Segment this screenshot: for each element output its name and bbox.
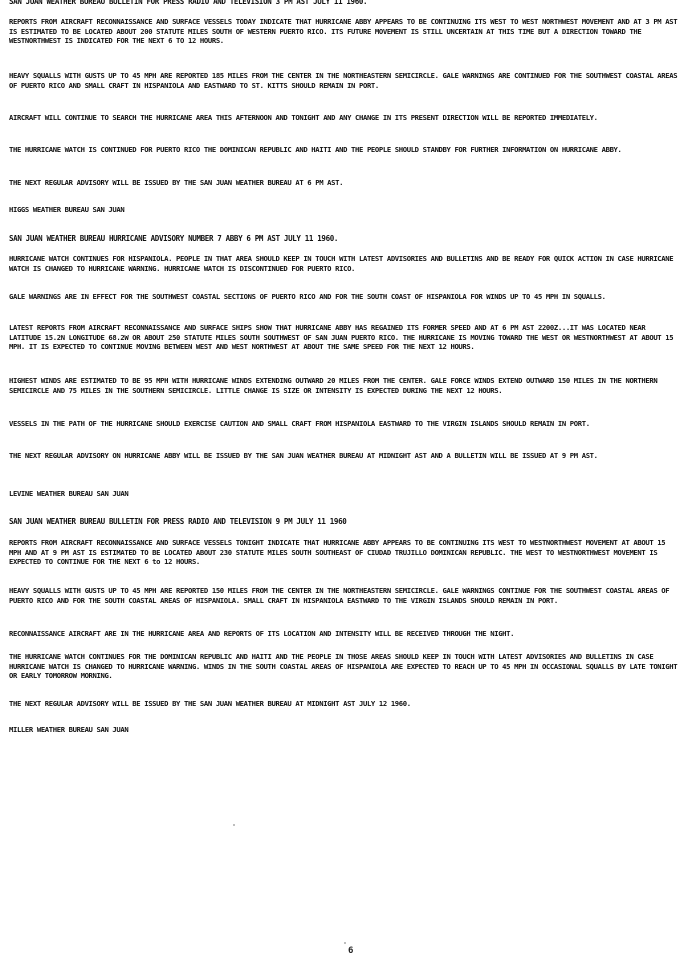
bulletin-3pm-paragraph-2: HEAVY SQUALLS WITH GUSTS UP TO 45 MPH ARE REPORTED 185 MILES FROM THE CENTER IN THE NORTHEASTERN SEMICIRCLE. GALE WARNINGS ARE CONTINUED FOR THE SOUTHWEST COASTAL AREAS OF PUERTO RICO AND SMALL CRAFT IN HISPANIOLA AND EASTWARD TO ST. KITTS SHOULD REMAIN IN PORT. xyxy=(9,71,678,90)
bulletin-3pm-signature: HIGGS WEATHER BUREAU SAN JUAN xyxy=(9,205,125,214)
advisory-7-paragraph-4: HIGHEST WINDS ARE ESTIMATED TO BE 95 MPH WITH HURRICANE WINDS EXTENDING OUTWARD 20 MILES FROM THE CENTER. GALE FORCE WINDS EXTEND OUTWARD 150 MILES IN THE NORTHERN SEMICIRCLE AND 75 MILES IN THE SOUTHERN SEMICIRCLE. LITTLE CHANGE IS SIZE OR INTENSITY IS EXPECTED DURING THE NEXT 12 HOURS. xyxy=(9,376,658,395)
scan-speck xyxy=(233,824,235,826)
bulletin-9pm-paragraph-3: RECONNAISSANCE AIRCRAFT ARE IN THE HURRICANE AREA AND REPORTS OF ITS LOCATION AND INTENSITY WILL BE RECEIVED THROUGH THE NIGHT. xyxy=(9,629,515,638)
bulletin-9pm-paragraph-2: HEAVY SQUALLS WITH GUSTS UP TO 45 MPH ARE REPORTED 150 MILES FROM THE CENTER IN THE NORTHEASTERN SEMICIRCLE. GALE WARNINGS CONTINUE FOR THE SOUTHWEST COASTAL AREAS OF PUERTO RICO AND FOR THE SOUTH COASTAL AREAS OF HISPANIOLA. SMALL CRAFT IN HISPANIOLA EASTWARD TO THE VIRGIN ISLANDS SHOULD REMAIN IN PORT. xyxy=(9,586,670,605)
advisory-7-paragraph-1: HURRICANE WATCH CONTINUES FOR HISPANIOLA. PEOPLE IN THAT AREA SHOULD KEEP IN TOUCH WITH LATEST ADVISORIES AND BULLETINS AND BE READY FOR QUICK ACTION IN CASE HURRICANE WATCH IS CHANGED TO HURRICANE WARNING. HURRICANE WATCH IS DISCONTINUED FOR PUERTO RICO. xyxy=(9,254,674,273)
advisory-7-paragraph-6: THE NEXT REGULAR ADVISORY ON HURRICANE ABBY WILL BE ISSUED BY THE SAN JUAN WEATHER BUREAU AT MIDNIGHT AST AND A BULLETIN WILL BE ISSUED AT 9 PM AST. xyxy=(9,451,598,460)
bulletin-3pm-paragraph-4: THE HURRICANE WATCH IS CONTINUED FOR PUERTO RICO THE DOMINICAN REPUBLIC AND HAITI AND THE PEOPLE SHOULD STANDBY FOR FURTHER INFORMATION ON HURRICANE ABBY. xyxy=(9,145,622,154)
advisory-7-paragraph-5: VESSELS IN THE PATH OF THE HURRICANE SHOULD EXERCISE CAUTION AND SMALL CRAFT FROM HISPANIOLA EASTWARD TO THE VIRGIN ISLANDS SHOULD REMAIN IN PORT. xyxy=(9,419,590,428)
bulletin-9pm-paragraph-4: THE HURRICANE WATCH CONTINUES FOR THE DOMINICAN REPUBLIC AND HAITI AND THE PEOPLE IN THOSE AREAS SHOULD KEEP IN TOUCH WITH LATEST ADVISORIES AND BULLETINS IN CASE HURRICANE WATCH IS CHANGED TO HURRICANE WARNING. WINDS IN THE SOUTH COASTAL AREAS OF HISPANIOLA ARE EXPECTED TO REACH UP TO 45 MPH IN OCCASIONAL SQUALLS BY LATE TONIGHT OR EARLY TOMORROW MORNING. xyxy=(9,652,678,681)
bulletin-9pm-signature: MILLER WEATHER BUREAU SAN JUAN xyxy=(9,725,129,734)
page-number: 6 xyxy=(348,946,354,956)
bulletin-9pm-paragraph-5: THE NEXT REGULAR ADVISORY WILL BE ISSUED BY THE SAN JUAN WEATHER BUREAU AT MIDNIGHT AST JULY 12 1960. xyxy=(9,699,411,708)
bulletin-3pm-paragraph-5: THE NEXT REGULAR ADVISORY WILL BE ISSUED BY THE SAN JUAN WEATHER BUREAU AT 6 PM AST. xyxy=(9,178,344,187)
advisory-7-paragraph-2: GALE WARNINGS ARE IN EFFECT FOR THE SOUTHWEST COASTAL SECTIONS OF PUERTO RICO AND FOR THE SOUTH COAST OF HISPANIOLA FOR WINDS UP TO 45 MPH IN SQUALLS. xyxy=(9,292,606,301)
bulletin-9pm-paragraph-1: REPORTS FROM AIRCRAFT RECONNAISSANCE AND SURFACE VESSELS TONIGHT INDICATE THAT HURRICANE ABBY APPEARS TO BE CONTINUING ITS WEST TO WESTNORTHWEST MOVEMENT AT ABOUT 15 MPH AND AT 9 PM AST IS ESTIMATED TO BE LOCATED ABOUT 230 STATUTE MILES SOUTH SOUTHEAST OF CIUDAD TRUJILLO DOMINICAN REPUBLIC. THE WEST TO WESTNORTHWEST MOVEMENT IS EXPECTED TO CONTINUE FOR THE NEXT 6 to 12 HOURS. xyxy=(9,538,666,567)
scan-speck xyxy=(344,942,346,944)
bulletin-9pm-heading: SAN JUAN WEATHER BUREAU BULLETIN FOR PRESS RADIO AND TELEVISION 9 PM JULY 11 1960 xyxy=(9,517,347,526)
bulletin-3pm-heading: SAN JUAN WEATHER BUREAU BULLETIN FOR PRESS RADIO AND TELEVISION 3 PM AST JULY 11 1960. xyxy=(9,0,368,6)
advisory-7-heading: SAN JUAN WEATHER BUREAU HURRICANE ADVISORY NUMBER 7 ABBY 6 PM AST JULY 11 1960. xyxy=(9,234,339,243)
advisory-7-signature: LEVINE WEATHER BUREAU SAN JUAN xyxy=(9,489,129,498)
document-page xyxy=(9,0,681,964)
bulletin-3pm-paragraph-1: REPORTS FROM AIRCRAFT RECONNAISSANCE AND SURFACE VESSELS TODAY INDICATE THAT HURRICANE ABBY APPEARS TO BE CONTINUING ITS WEST TO WEST NORTHWEST MOVEMENT AND AT 3 PM AST IS ESTIMATED TO BE LOCATED ABOUT 200 STATUTE MILES SOUTH OF WESTERN PUERTO RICO. ITS FUTURE MOVEMENT IS STILL UNCERTAIN AT THIS TIME BUT A DIRECTION TOWARD THE WESTNORTHWEST IS INDICATED FOR THE NEXT 6 TO 12 HOURS. xyxy=(9,17,678,46)
advisory-7-paragraph-3: LATEST REPORTS FROM AIRCRAFT RECONNAISSANCE AND SURFACE SHIPS SHOW THAT HURRICANE ABBY HAS REGAINED ITS FORMER SPEED AND AT 6 PM AST 2200Z...IT WAS LOCATED NEAR LATITUDE 15.2N LONGITUDE 68.2W OR ABOUT 250 STATUTE MILES SOUTH SOUTHWEST OF SAN JUAN PUERTO RICO. THE HURRICANE IS MOVING TOWARD THE WEST OR WESTNORTHWEST AT ABOUT 15 MPH. IT IS EXPECTED TO CONTINUE MOVING BETWEEN WEST AND WEST NORTHWEST AT ABOUT THE SAME SPEED FOR THE NEXT 12 HOURS. xyxy=(9,323,674,352)
bulletin-3pm-paragraph-3: AIRCRAFT WILL CONTINUE TO SEARCH THE HURRICANE AREA THIS AFTERNOON AND TONIGHT AND ANY CHANGE IN ITS PRESENT DIRECTION WILL BE REPORTED IMMEDIATELY. xyxy=(9,113,598,122)
